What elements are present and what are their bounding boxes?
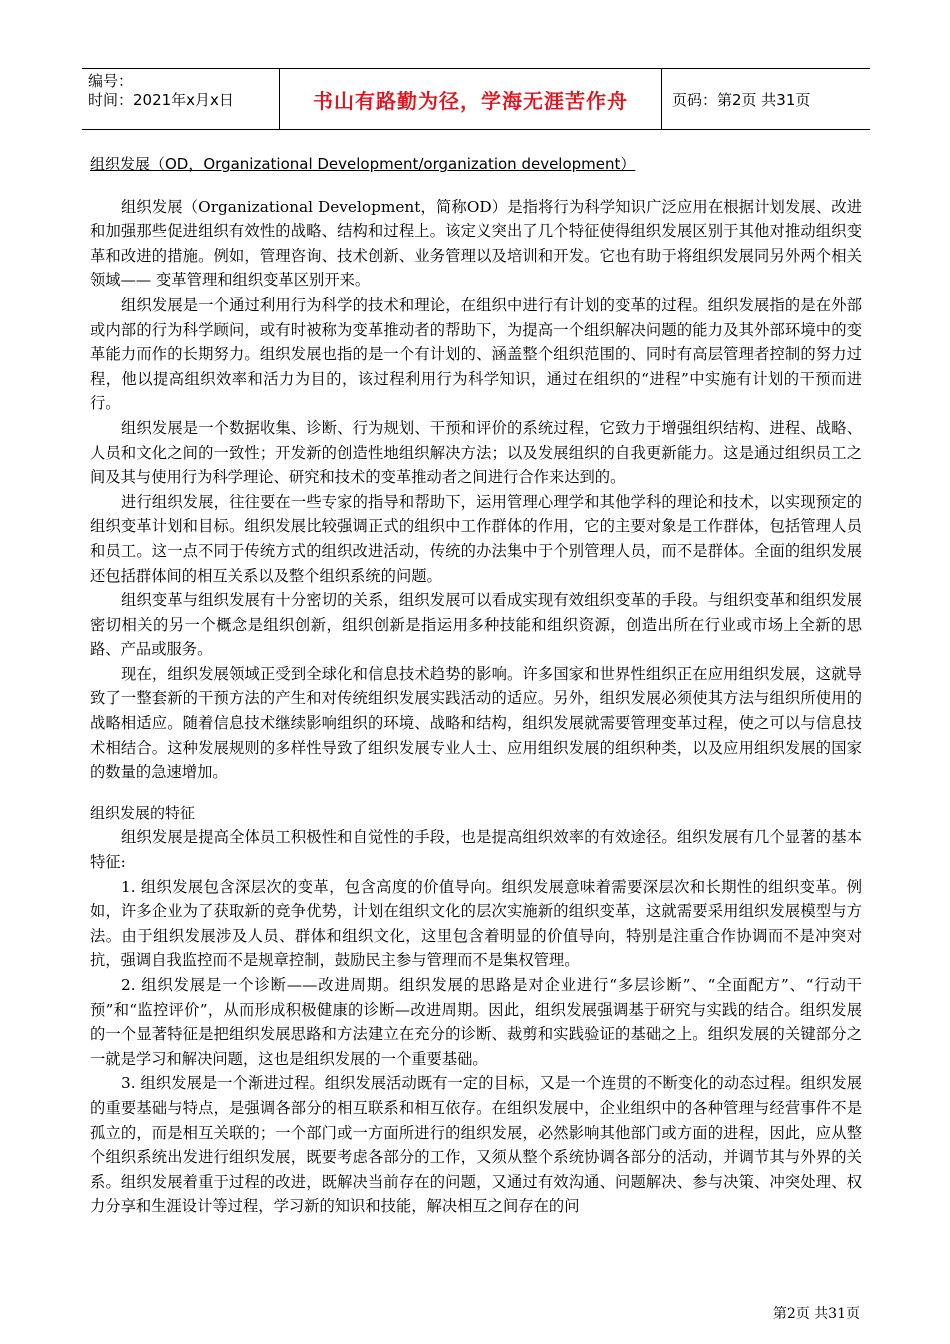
paragraph: 现在，组织发展领域正受到全球化和信息技术趋势的影响。许多国家和世界性组织正在应用组织发展，这就导致了一整套新的干预方法的产生和对传统组织发展实践活动的适应。另外，组织发展必须使其方法与组织所使用的战略相适应。随着信息技术继续影响组织的环境、战略和结构，组织发展就需要管理变革过程，使之可以与信息技术相结合。这种发展规则的多样性导致了组织发展专业人士、应用组织发展的组织种类，以及应用组织发展的国家的数量的急速增加。 [90, 664, 862, 782]
paragraph: 组织发展是一个通过利用行为科学的技术和理论，在组织中进行有计划的变革的过程。组织发展指的是在外部或内部的行为科学顾问，或有时被称为变革推动者的帮助下，为提高一个组织解决问题的能力及其外部环境中的变革能力而作的长期努力。组织发展也指的是一个有计划的、涵盖整个组织范围的、同时有高层管理者控制的努力过程，他以提高组织效率和活力为目的，该过程利用行为科学知识，通过在组织的“进程”中实施有计划的干预而进行。 [90, 295, 862, 413]
paragraph: 1. 组织发展包含深层次的变革，包含高度的价值导向。组织发展意味着需要深层次和长期性的组织变革。例如，许多企业为了获取新的竞争优势，计划在组织文化的层次实施新的组织变革，这就需要采用组织发展模型与方法。由于组织发展涉及人员、群体和组织文化，这里包含着明显的价值导向，特别是注重合作协调而不是冲突对抗，强调自我监控而不是规章控制，鼓励民主参与管理而不是集权管理。 [90, 877, 862, 970]
paragraph: 2. 组织发展是一个诊断——改进周期。组织发展的思路是对企业进行“多层诊断”、“全面配方”、“行动干预”和“监控评价”，从而形成积极健康的诊断—改进周期。因此，组织发展强调基于研究与实践的结合。组织发展的一个显著特征是把组织发展思路和方法建立在充分的诊断、裁剪和实践验证的基础之上。组织发展的关键部分之一就是学习和解决问题，这也是组织发展的一个重要基础。 [90, 976, 862, 1068]
paragraph: 组织发展是一个数据收集、诊断、行为规划、干预和评价的系统过程，它致力于增强组织结构、进程、战略、人员和文化之间的一致性；开发新的创造性地组织解决方法；以及发展组织的自我更新能力。这是通过组织员工之间及其与使用行为科学理论、研究和技术的变革推动者之间进行合作来达到的。 [90, 418, 862, 487]
page-footer: 第2页 共31页 [772, 1306, 860, 1322]
document-body [90, 152, 862, 1219]
document-number-label: 编号： [88, 72, 134, 90]
header-motto: 书山有路勤为径，学海无涯苦作舟 [313, 88, 628, 113]
header-left-cell [82, 69, 280, 129]
section-heading: 组织发展的特征 [90, 803, 196, 822]
document-header [82, 68, 870, 130]
header-page-code: 页码：第2页 共31页 [672, 90, 811, 109]
header-motto-cell [280, 69, 662, 129]
document-title: 组织发展（OD，Organizational Development/organization development） [90, 155, 636, 173]
paragraph: 组织变革与组织发展有十分密切的关系，组织发展可以看成实现有效组织变革的手段。与组织变革和组织发展密切相关的另一个概念是组织创新，组织创新是指运用多种技能和组织资源，创造出所在行业或市场上全新的思路、产品或服务。 [90, 591, 862, 659]
paragraph: 组织发展是提高全体员工积极性和自觉性的手段，也是提高组织效率的有效途径。组织发展有几个显著的基本特征: [90, 828, 862, 872]
paragraph: 进行组织发展，往往要在一些专家的指导和帮助下，运用管理心理学和其他学科的理论和技术，以实现预定的组织变革计划和目标。组织发展比较强调正式的组织中工作群体的作用，它的主要对象是工作群体，包括管理人员和员工。这一点不同于传统方式的组织改进活动，传统的办法集中于个别管理人员，而不是群体。全面的组织发展还包括群体间的相互关系以及整个组织系统的问题。 [90, 492, 862, 585]
paragraph: 3. 组织发展是一个渐进过程。组织发展活动既有一定的目标，又是一个连贯的不断变化的动态过程。组织发展的重要基础与特点，是强调各部分的相互联系和相互依存。在组织发展中，企业组织中的各种管理与经营事件不是孤立的，而是相互关联的；一个部门或一方面所进行的组织发展，必然影响其他部门或方面的进程，因此，应从整个组织系统出发进行组织发展，既要考虑各部分的工作，又须从整个系统协调各部分的活动，并调节其与外界的关系。组织发展着重于过程的改进，既解决当前存在的问题，又通过有效沟通、问题解决、参与决策、冲突处理、权力分享和生涯设计等过程，学习新的知识和技能，解决相互之间存在的问 [90, 1074, 862, 1216]
header-page-cell [662, 69, 870, 129]
document-date: 时间：2021年x月x日 [88, 91, 234, 109]
paragraph: 组织发展（Organizational Development，简称OD）是指将行为科学知识广泛应用在根据计划发展、改进和加强那些促进组织有效性的战略、结构和过程上。该定义突出了几个特征使得组织发展区别于其他对推动组织变革和改进的措施。例如，管理咨询、技术创新、业务管理以及培训和开发。它也有助于将组织发展同另外两个相关领域—— 变革管理和组织变革区别开来。 [90, 197, 862, 290]
